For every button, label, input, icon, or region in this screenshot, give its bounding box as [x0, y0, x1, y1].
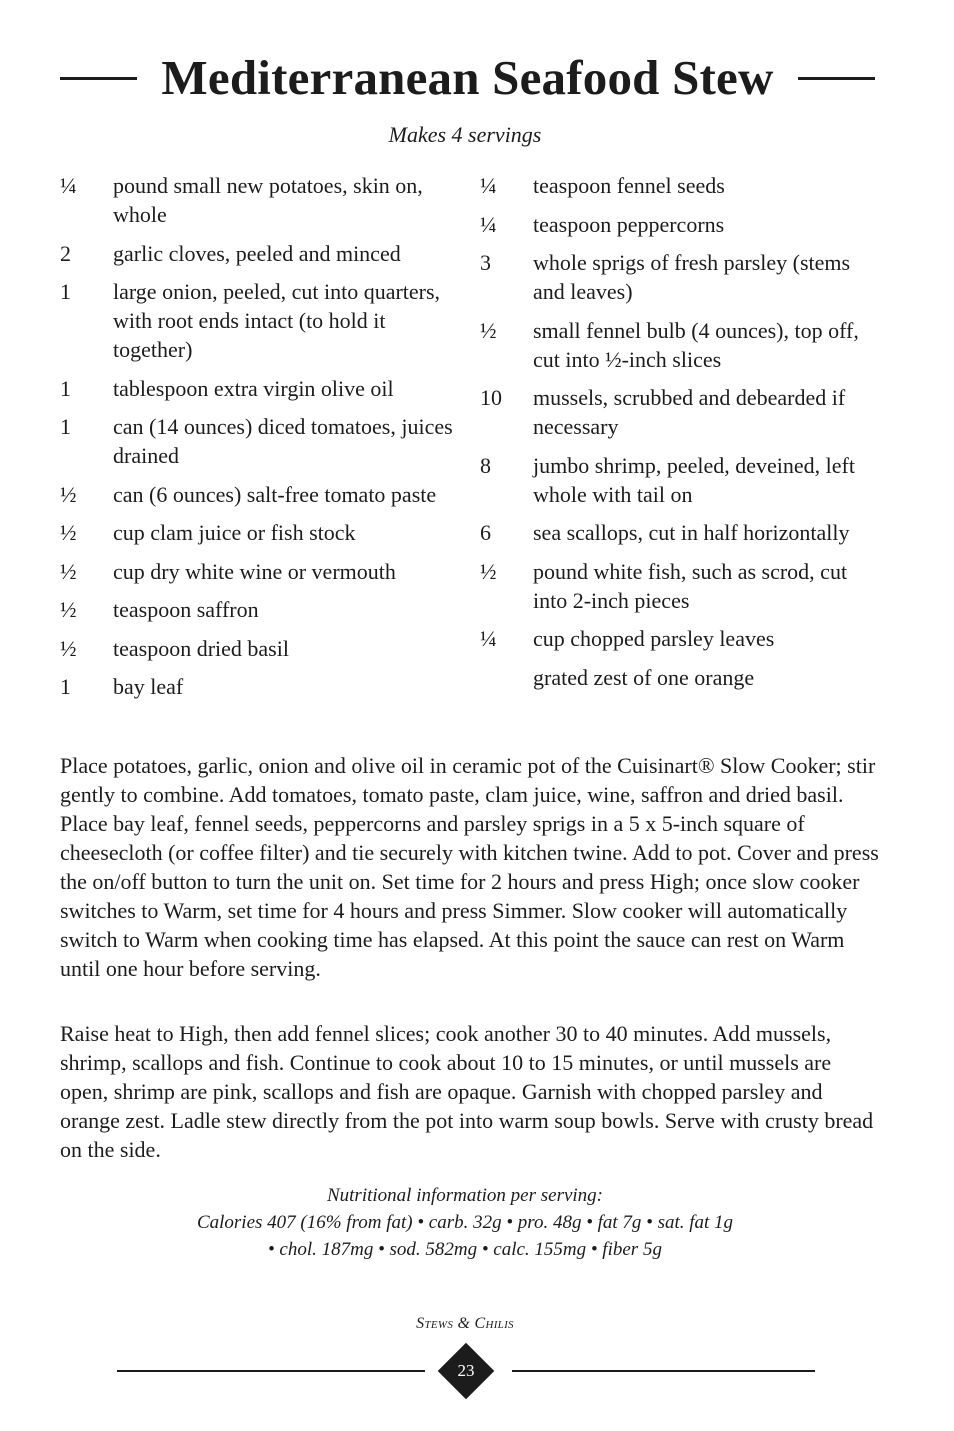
ingredient-row	[60, 277, 455, 364]
ingredient-qty: ¼	[480, 626, 497, 651]
ingredient-row	[480, 383, 880, 441]
ingredient-item: teaspoon peppercorns	[533, 211, 725, 237]
ingredient-qty: 1	[60, 414, 71, 439]
footer-rule-right	[512, 1370, 815, 1372]
ingredient-qty: ¼	[480, 211, 497, 237]
ingredients-left-column	[60, 171, 455, 711]
ingredient-item: bay leaf	[113, 674, 184, 699]
ingredient-item: mussels, scrubbed and debearded if necessary	[533, 385, 846, 439]
servings: Makes 4 servings	[388, 122, 542, 147]
ingredient-qty: 2	[60, 240, 71, 266]
ingredient-row	[60, 672, 455, 701]
ingredient-qty: 1	[60, 674, 71, 699]
ingredient-item: large onion, peeled, cut into quarters, with root ends intact (to hold it together)	[113, 279, 441, 362]
ingredient-row	[60, 171, 455, 229]
ingredient-qty: ½	[60, 520, 77, 545]
ingredient-row	[480, 171, 880, 200]
ingredient-qty: ½	[60, 597, 77, 622]
nutrition-line: • chol. 187mg • sod. 582mg • calc. 155mg • fiber 5g	[268, 1239, 662, 1260]
ingredient-item: whole sprigs of fresh parsley (stems and leaves)	[533, 250, 851, 304]
ingredient-row	[60, 480, 455, 509]
ingredient-item: cup chopped parsley leaves	[533, 626, 775, 651]
ingredient-qty: 1	[60, 375, 71, 401]
ingredient-item: pound small new potatoes, skin on, whole	[113, 173, 423, 227]
ingredient-qty: ¼	[60, 173, 77, 198]
instructions-paragraph: Place potatoes, garlic, onion and olive oil in ceramic pot of the Cuisinart® Slow Cooker; stir gently to combine. Add tomatoes, tomato paste, clam juice, wine, saffron and dried basil. Place bay leaf, fennel seeds, peppercorns and parsley sprigs in a 5 x 5-inch square of cheesecloth (or coffee filter) and tie securely with kitchen twine. Add to pot. Cover and press the on/off button to turn the unit on. Set time for 2 hours and press High; once slow cooker switches to Warm, set time for 4 hours and press Simmer. Slow cooker will automatically switch to Warm when cooking time has elapsed. At this point the sauce can rest on Warm until one hour before serving.	[60, 753, 879, 981]
ingredient-item: cup dry white wine or vermouth	[113, 558, 396, 584]
ingredient-item: grated zest of one orange	[533, 664, 755, 690]
ingredient-row	[60, 239, 455, 268]
ingredient-item: tablespoon extra virgin olive oil	[113, 375, 394, 401]
ingredient-row	[60, 595, 455, 624]
ingredient-item: small fennel bulb (4 ounces), top off, cut into ½-inch slices	[533, 317, 859, 372]
nutrition-line: Calories 407 (16% from fat) • carb. 32g • pro. 48g • fat 7g • sat. fat 1g	[196, 1212, 734, 1233]
ingredient-item: teaspoon dried basil	[113, 635, 289, 661]
ingredient-item: can (6 ounces) salt-free tomato paste	[113, 481, 437, 507]
ingredient-row	[60, 374, 455, 403]
ingredient-qty: ½	[60, 558, 77, 584]
ingredient-qty: ½	[480, 317, 497, 343]
ingredient-qty: ½	[60, 635, 77, 661]
ingredient-item: sea scallops, cut in half horizontally	[533, 520, 850, 545]
ingredients-right-column	[480, 171, 880, 701]
ingredient-item: cup clam juice or fish stock	[113, 520, 356, 545]
ingredient-item: teaspoon saffron	[113, 597, 259, 622]
ingredient-row	[60, 412, 455, 470]
ingredient-row	[480, 316, 880, 374]
ingredient-row	[480, 624, 880, 653]
ingredient-qty: 8	[480, 452, 491, 478]
ingredient-qty: ½	[480, 558, 497, 584]
footer-rule-left	[117, 1370, 425, 1372]
ingredient-item: teaspoon fennel seeds	[533, 173, 725, 198]
title-row	[60, 48, 875, 108]
ingredient-item: pound white fish, such as scrod, cut into 2-inch pieces	[533, 558, 848, 613]
ingredient-row	[480, 451, 880, 509]
ingredient-qty: 3	[480, 250, 491, 275]
ingredient-row	[480, 248, 880, 306]
ingredient-qty: 6	[480, 520, 491, 545]
nutrition-heading: Nutritional information per serving:	[326, 1185, 604, 1206]
ingredient-row	[480, 210, 880, 239]
ingredient-qty: ½	[60, 481, 77, 507]
ingredient-row	[480, 663, 880, 692]
instructions-paragraph: Raise heat to High, then add fennel slices; cook another 30 to 40 minutes. Add mussels, shrimp, scallops and fish. Continue to cook about 10 to 15 minutes, or until mussels are open, shrimp are pink, scallops and fish are opaque. Garnish with chopped parsley and orange zest. Ladle stew directly from the pot into warm soup bowls. Serve with crusty bread on the side.	[60, 1021, 874, 1162]
ingredient-qty: 1	[60, 279, 71, 304]
recipe-title: Mediterranean Seafood Stew	[161, 50, 774, 105]
ingredient-qty: 10	[480, 385, 502, 410]
ingredient-item: garlic cloves, peeled and minced	[113, 240, 401, 266]
ingredient-qty: ¼	[480, 173, 497, 198]
ingredient-item: jumbo shrimp, peeled, deveined, left whole with tail on	[533, 452, 855, 507]
page-number: 23	[457, 1361, 475, 1380]
ingredient-row	[60, 557, 455, 586]
title-rule-right	[798, 77, 875, 80]
title-rule-left	[60, 77, 137, 80]
ingredient-qty	[480, 663, 533, 692]
ingredient-row	[480, 557, 880, 615]
ingredient-item: can (14 ounces) diced tomatoes, juices drained	[113, 414, 453, 468]
ingredient-row	[60, 634, 455, 663]
section-name: Stews & Chilis	[416, 1315, 514, 1332]
nutrition-info	[0, 1182, 930, 1263]
ingredient-row	[60, 518, 455, 547]
ingredient-row	[480, 518, 880, 547]
